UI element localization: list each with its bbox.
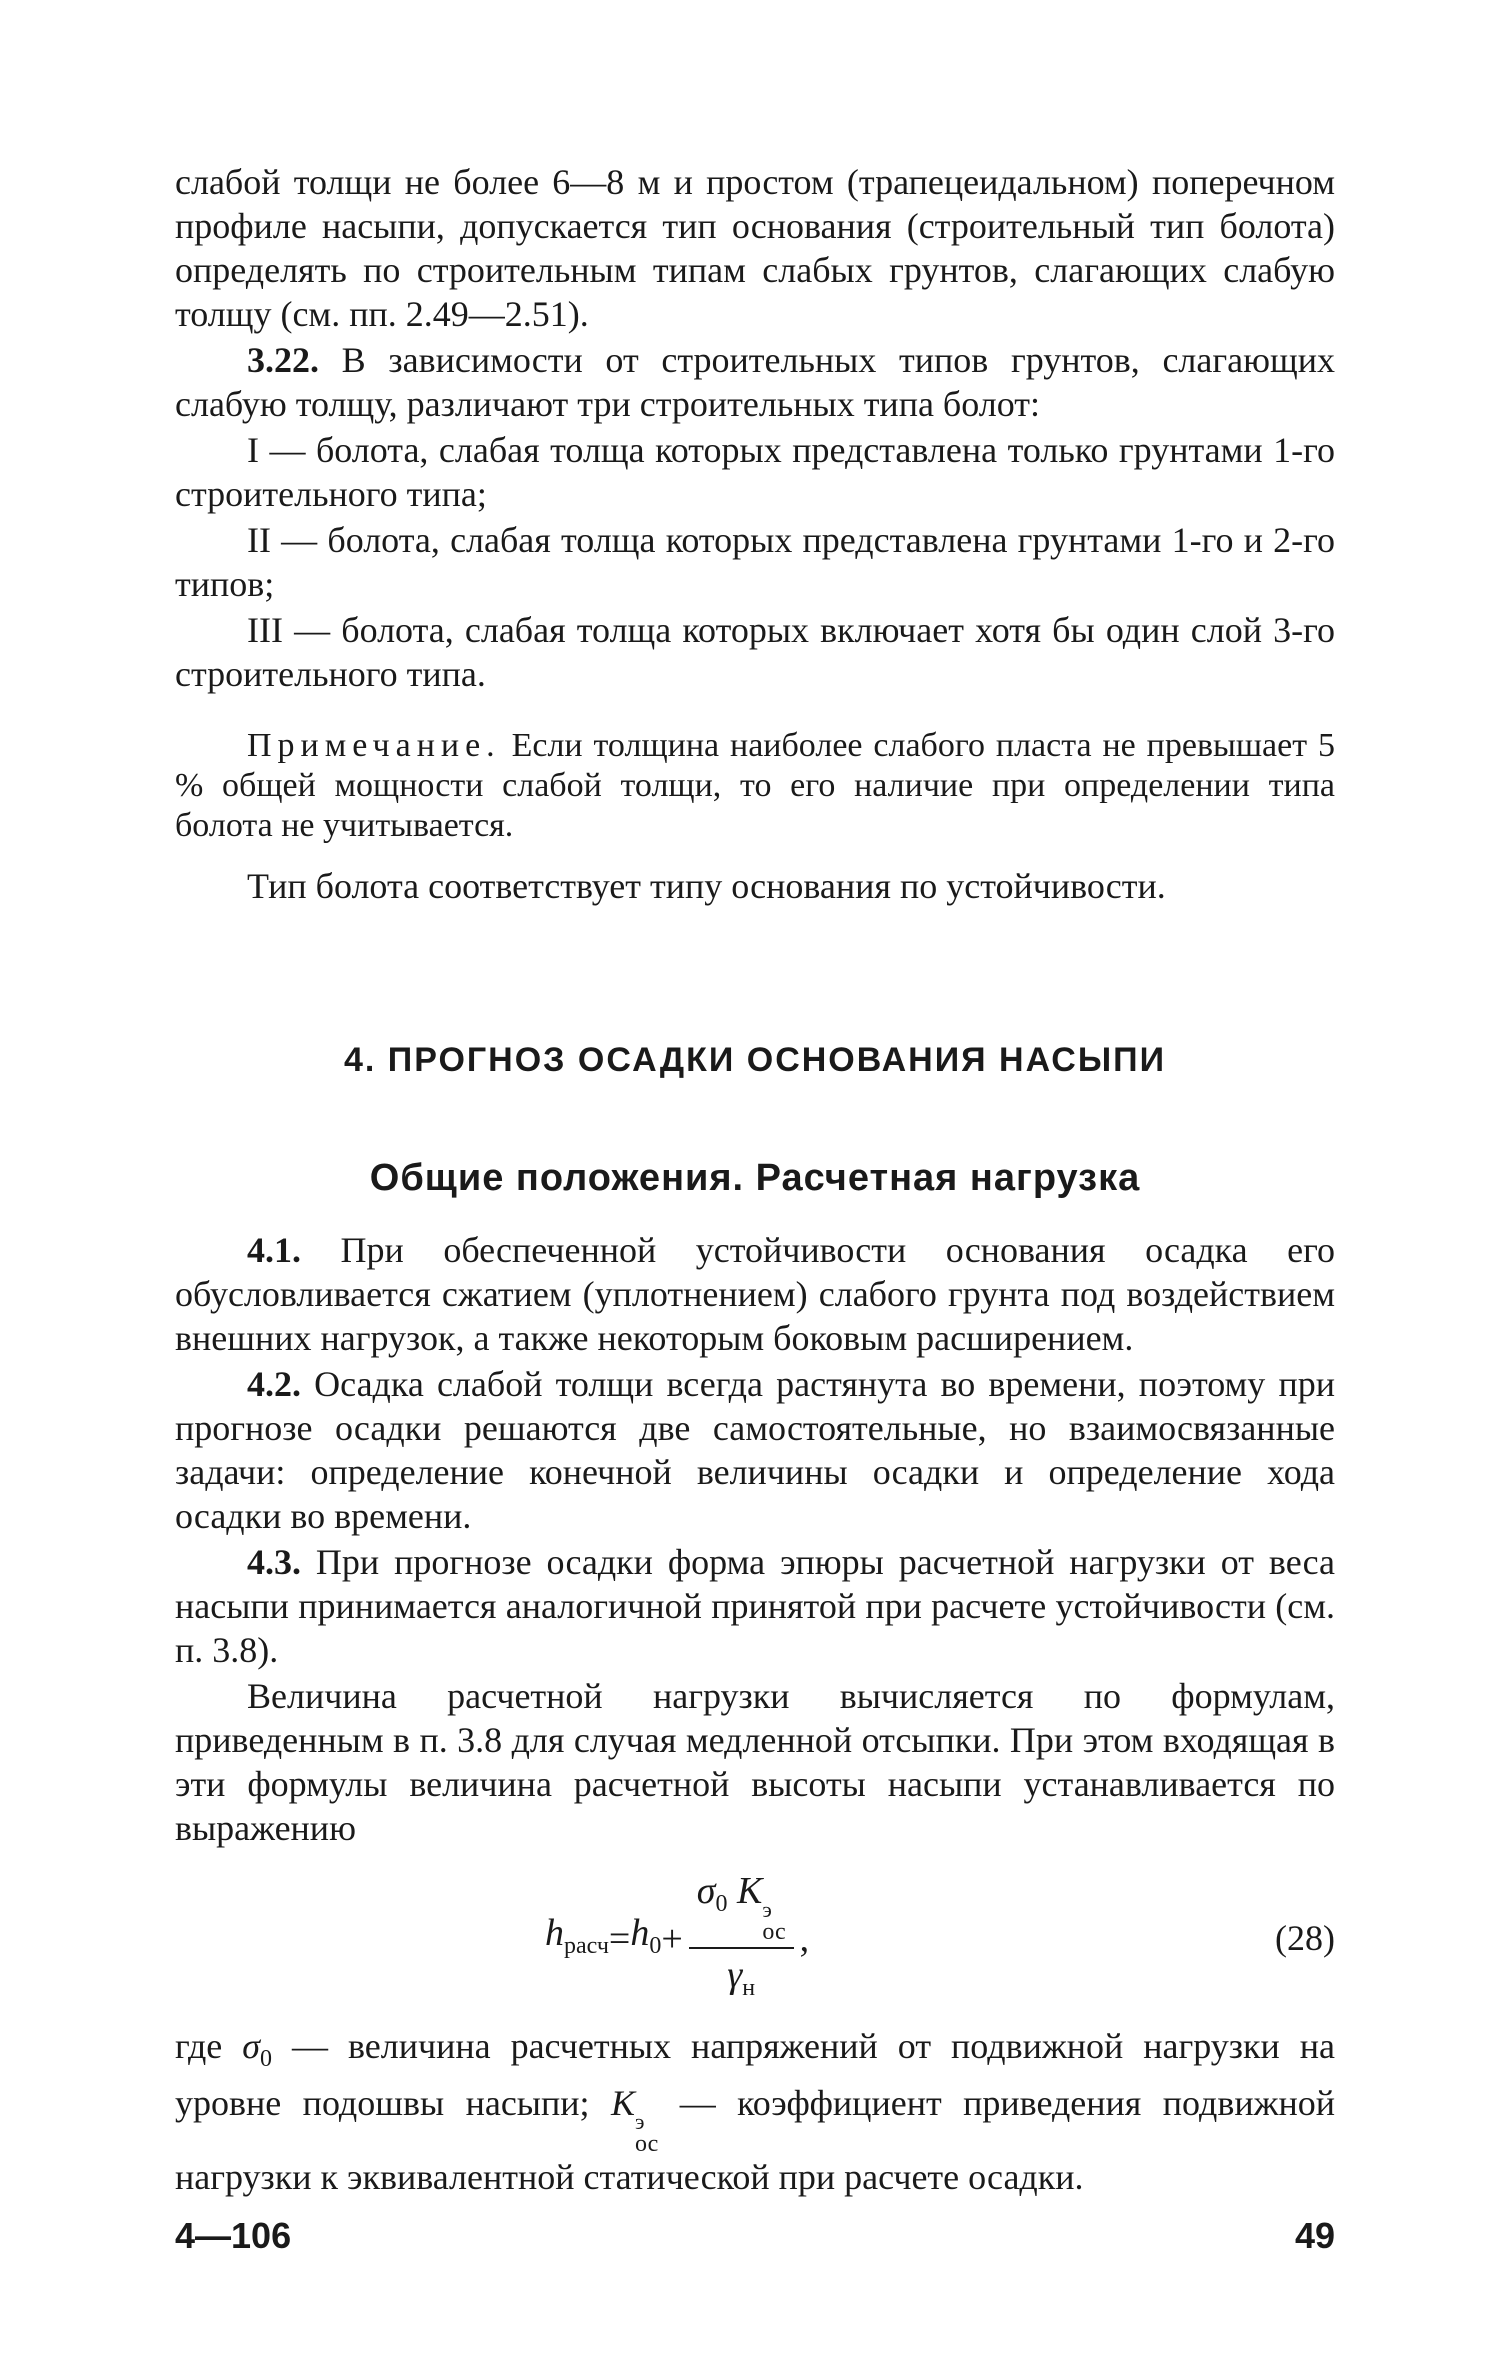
formula-expression <box>545 1864 809 2014</box>
section-title: Общие положения. Расчетная нагрузка <box>369 1157 1141 1199</box>
signature-mark: 4—106 <box>175 2215 292 2256</box>
subscript-0: 0 <box>260 2046 273 2072</box>
paragraph-text: При прогнозе осадки форма эпюры расчетной нагрузки от веса насыпи принимается аналогичной принятой при расчете устойчивости (см. п. 3.8). <box>175 1542 1335 1670</box>
paragraph-4-1 <box>175 1228 1335 1360</box>
paragraph-load: Величина расчетной нагрузки вычисляется по формулам, приведенным в п. 3.8 для случая медленной отсыпки. При этом входящая в эти формулы величина расчетной высоты насыпи устанавливается по выражению <box>175 1676 1335 1848</box>
page-body <box>175 160 1335 2201</box>
paragraph-4-2 <box>175 1362 1335 1538</box>
swamp-type-1: I — болота, слабая толща которых представлена только грунтами 1-го строительного типа; <box>175 430 1335 514</box>
symbol-sigma: σ <box>242 2026 261 2066</box>
symbol-k: K <box>737 1869 763 1912</box>
subscript-os: ос <box>635 2131 659 2157</box>
fraction-numerator <box>689 1869 794 1949</box>
note <box>175 726 1335 846</box>
k-indices <box>762 1896 786 1945</box>
symbol-gamma: γ <box>727 1953 743 1996</box>
equals-sign: = <box>608 1918 631 1960</box>
swamp-type-2: II — болота, слабая толща которых представлена грунтами 1-го и 2-го типов; <box>175 520 1335 604</box>
equation-number: (28) <box>1275 1918 1335 1958</box>
symbol-sigma: σ <box>696 1869 716 1912</box>
swamp-type-3: III — болота, слабая толща которых включает хотя бы один слой 3-го строительного типа. <box>175 610 1335 694</box>
subscript-n: н <box>742 1974 756 2001</box>
chapter-title: 4. ПРОГНОЗ ОСАДКИ ОСНОВАНИЯ НАСЫПИ <box>343 1041 1167 1079</box>
paragraph-number: 4.3. <box>247 1542 301 1582</box>
paragraph-text: При обеспеченной устойчивости основания осадка его обусловливается сжатием (уплотнением) слабого грунта под воздействием внешних нагрузок, а также некоторым боковым расширением. <box>175 1230 1335 1358</box>
formula-h0 <box>630 1911 661 1968</box>
symbol-h0: h <box>630 1911 650 1954</box>
note-label: Примечание. <box>247 727 501 764</box>
page-number: 49 <box>1294 2215 1335 2256</box>
subscript-0: 0 <box>649 1932 662 1959</box>
paragraph-number: 4.2. <box>247 1364 301 1404</box>
formula-lhs <box>545 1911 609 1968</box>
paragraph-continuation: слабой толщи не более 6—8 м и простом (трапецеидальном) поперечном профиле насыпи, допускается тип основания (строительный тип болота) определять по строительным типам слабых грунтов, слагающих слабую толщу (см. пп. 2.49—2.51). <box>175 162 1335 334</box>
subscript-rasch: расч <box>564 1932 609 1959</box>
where-middle: — величина расчетных напряжений от подвижной нагрузки на уровне подошвы насыпи; <box>175 2026 1335 2123</box>
note-text: Если толщина наиболее слабого пласта не превышает 5 % общей мощности слабой толщи, то его наличие при определении типа болота не учитывается. <box>175 727 1335 844</box>
paragraph-text: В зависимости от строительных типов грунтов, слагающих слабую толщу, различают три строительных типа болот: <box>175 340 1335 424</box>
plus-sign: + <box>661 1918 683 1960</box>
subscript-os: ос <box>762 1918 786 1945</box>
paragraph-number: 3.22. <box>247 340 319 380</box>
formula-28 <box>175 1864 1335 2014</box>
formula-comma: , <box>799 1918 810 1960</box>
fraction-denominator <box>727 1949 755 2010</box>
superscript-e: э <box>762 1896 772 1922</box>
swamp-type-statement: Тип болота соответствует типу основания по устойчивости. <box>247 866 1166 906</box>
where-start: где <box>175 2026 243 2066</box>
formula-fraction <box>689 1869 794 2010</box>
paragraph-4-3 <box>175 1540 1335 1672</box>
k-indices <box>635 2111 658 2155</box>
paragraph-where <box>175 2024 1335 2199</box>
symbol-k: K <box>610 2083 635 2123</box>
paragraph-3-22 <box>175 338 1335 426</box>
paragraph-text: Осадка слабой толщи всегда растянута во времени, поэтому при прогнозе осадки решаются две самостоятельные, но взаимосвязанные задачи: определение конечной величины осадки и определение хода осадки во времени. <box>175 1364 1335 1536</box>
where-end: — коэффициент приведения подвижной нагрузки к эквивалентной статической при расчете осадки. <box>175 2083 1336 2197</box>
superscript-e: э <box>635 2109 645 2134</box>
subscript-0: 0 <box>715 1890 728 1917</box>
symbol-h: h <box>545 1911 564 1954</box>
paragraph-number: 4.1. <box>247 1230 301 1270</box>
